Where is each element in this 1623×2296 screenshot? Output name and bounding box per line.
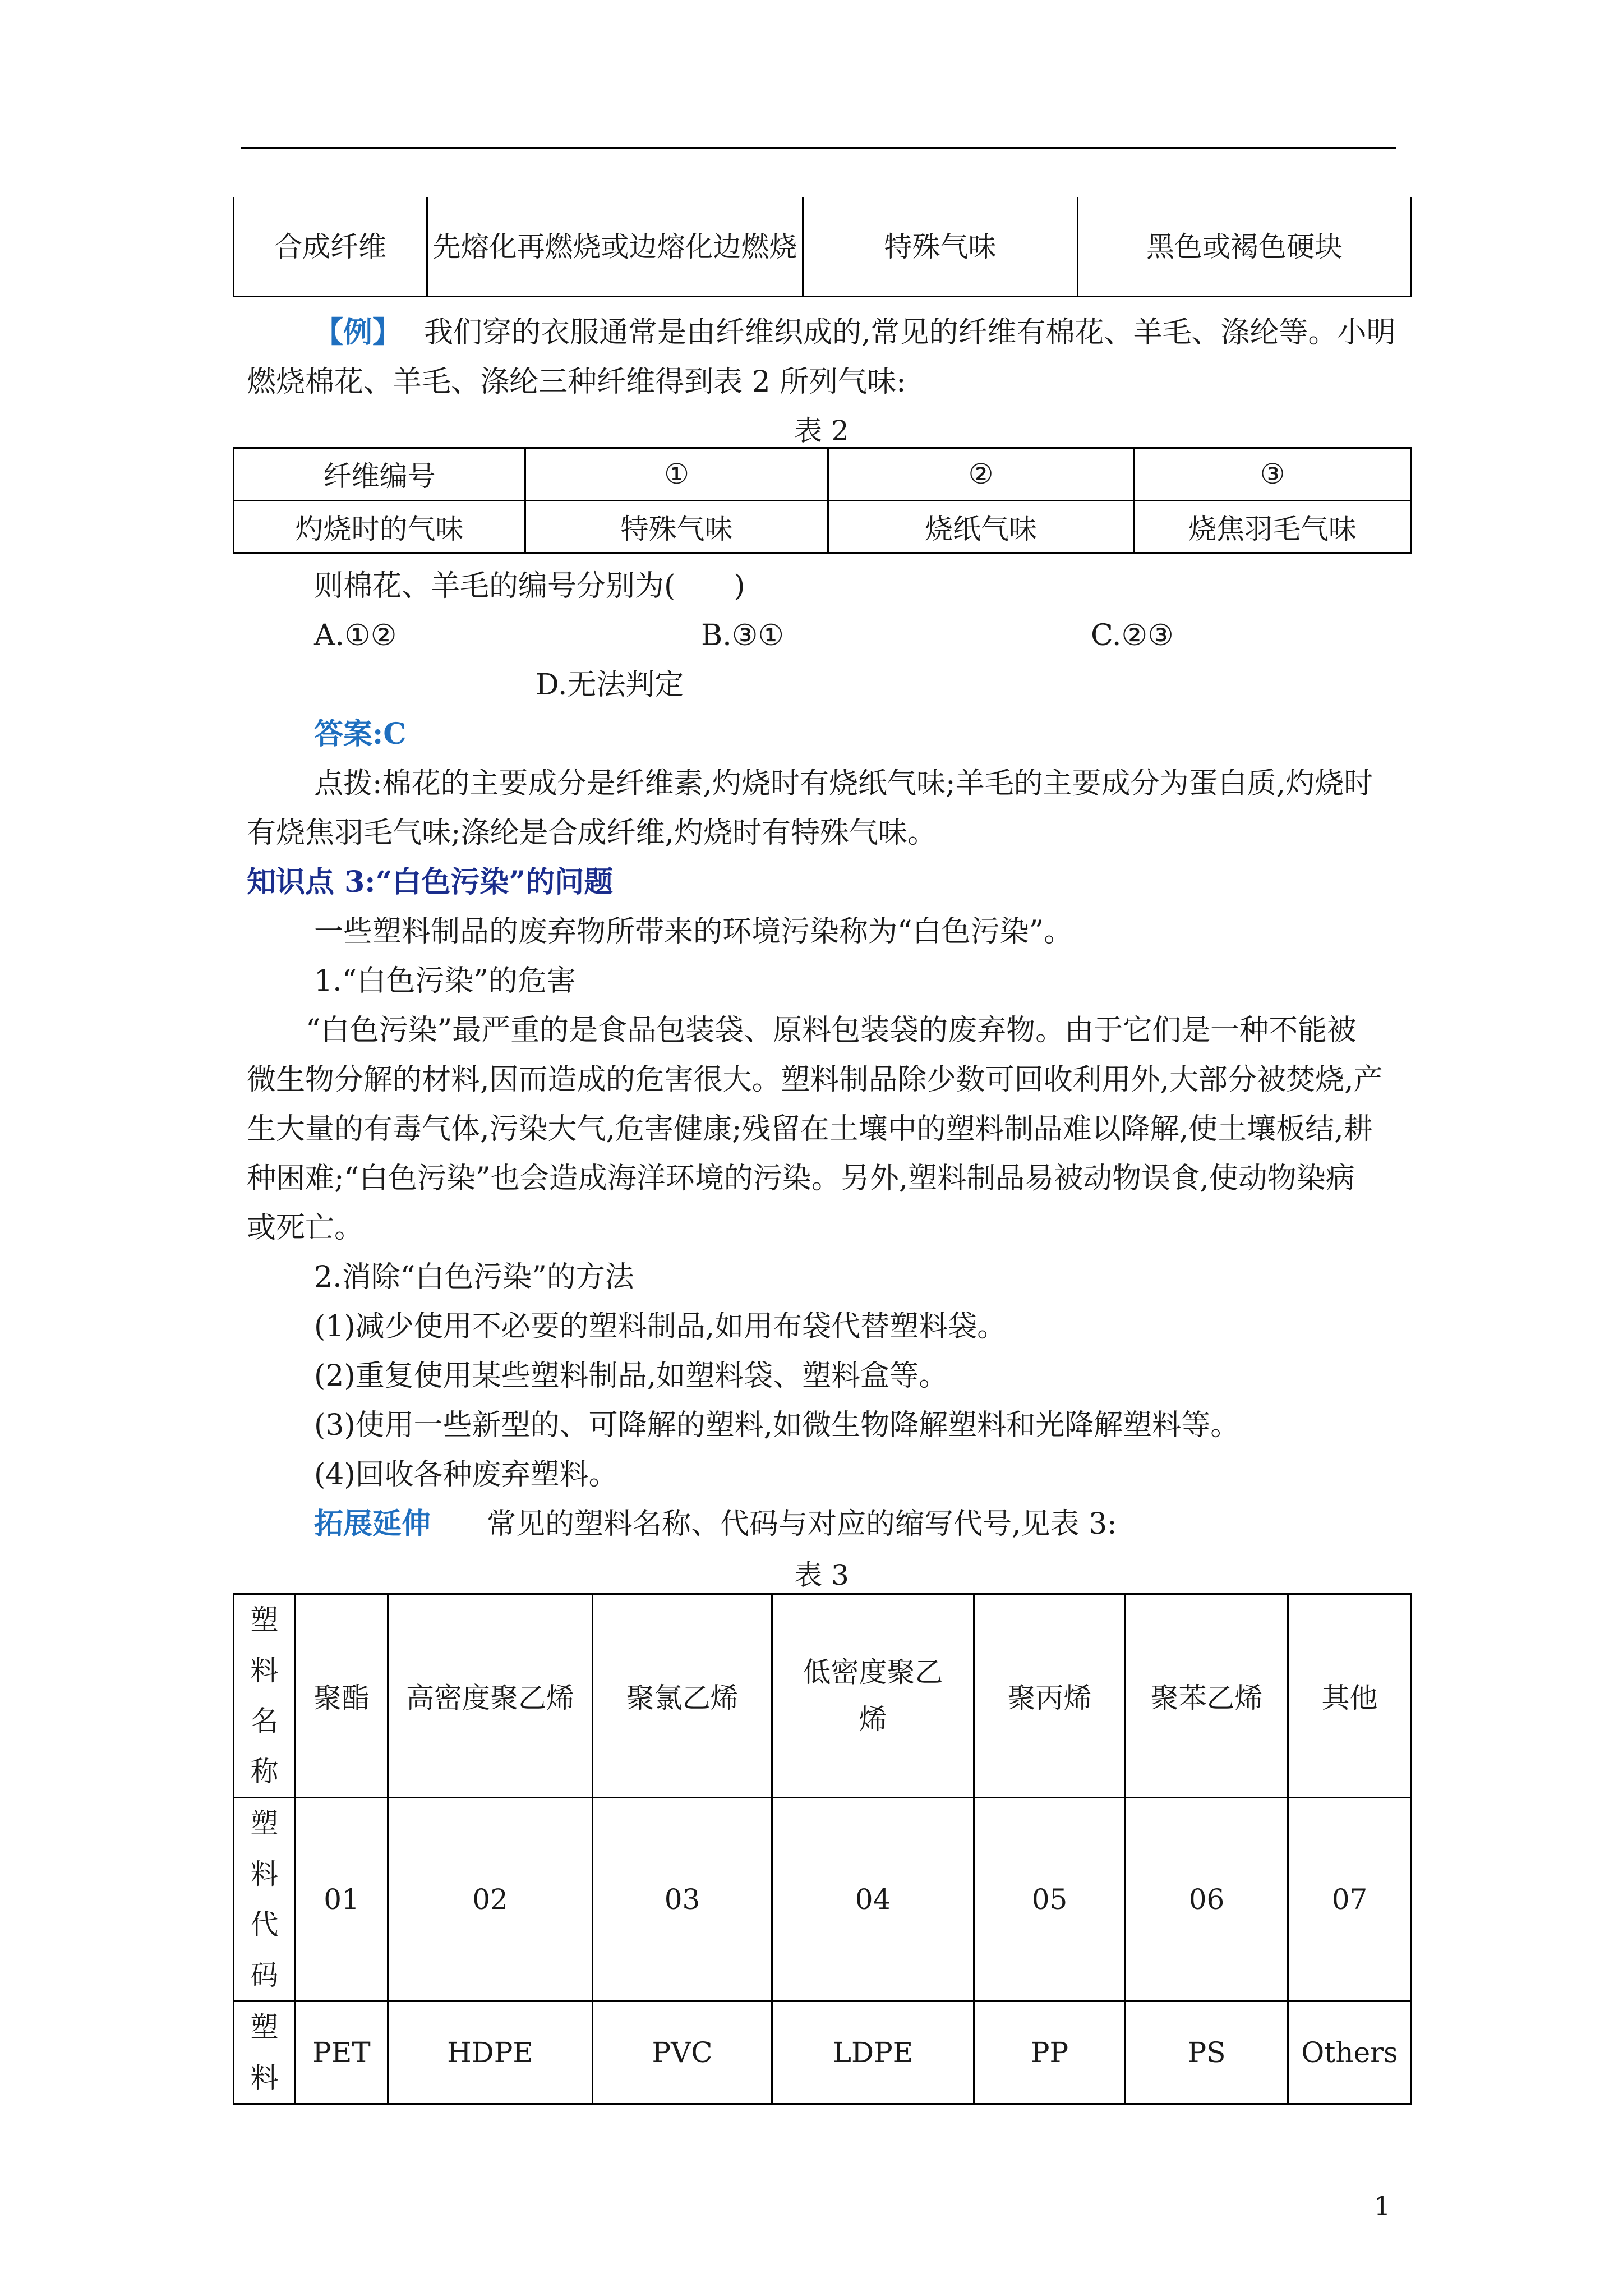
hazard-para-line: 微生物分解的材料,因而造成的危害很大。塑料制品除少数可回收利用外,大部分被焚烧,产: [247, 1063, 1383, 1097]
hazard-para-line: “白色污染”最严重的是食品包装袋、原料包装袋的废弃物。由于它们是一种不能被: [306, 1014, 1357, 1047]
table-header-cell: ②: [828, 448, 1134, 501]
table-cell: 01: [296, 1798, 388, 2001]
option-a: A.①②: [314, 619, 397, 652]
hazard-para-line: 或死亡。: [247, 1211, 364, 1245]
table-cell: LDPE: [772, 2001, 974, 2104]
option-c: C.②③: [1091, 619, 1174, 652]
section-intro: 一些塑料制品的废弃物所带来的环境污染称为“白色污染”。: [314, 915, 1073, 949]
table-cell: 烧纸气味: [828, 500, 1134, 553]
option-b: B.③①: [701, 619, 784, 652]
table-cell: 05: [974, 1798, 1126, 2001]
row-header-cell: [234, 1594, 296, 1798]
analysis-line-1: 点拨:棉花的主要成分是纤维素,灼烧时有烧纸气味;羊毛的主要成分为蛋白质,灼烧时: [314, 767, 1373, 800]
table-cell: PVC: [593, 2001, 772, 2104]
table-row: [234, 1594, 1412, 1798]
fiber-burning-table-continued: [233, 197, 1412, 297]
table3-caption: 表 3: [794, 1559, 849, 1591]
table-cell-text: 低密度聚乙烯: [803, 1656, 943, 1736]
table-row: [234, 500, 1412, 553]
row-header-text: 塑 料 代 码: [250, 1807, 279, 1991]
table-cell: 黑色或褐色硬块: [1078, 197, 1412, 297]
table-cell: 烧焦羽毛气味: [1134, 500, 1412, 553]
table-header-cell: 纤维编号: [234, 448, 525, 501]
table-cell: Others: [1288, 2001, 1412, 2104]
hazard-para-line: 种困难;“白色污染”也会造成海洋环境的污染。另外,塑料制品易被动物误食,使动物染病: [247, 1162, 1355, 1195]
method-item: (2)重复使用某些塑料制品,如塑料袋、塑料盒等。: [314, 1359, 948, 1393]
table2-caption: 表 2: [794, 415, 849, 447]
example-line-2: 燃烧棉花、羊毛、涤纶三种纤维得到表 2 所列气味:: [247, 365, 906, 399]
method-item: (1)减少使用不必要的塑料制品,如用布袋代替塑料袋。: [314, 1310, 1007, 1343]
table-row: [234, 197, 1412, 297]
table-row: [234, 1798, 1412, 2001]
option-d: D.无法判定: [536, 668, 684, 702]
table-cell: 特殊气味: [803, 197, 1078, 297]
extension-tag: 拓展延伸: [314, 1507, 431, 1541]
table-cell: PP: [974, 2001, 1126, 2104]
fiber-odor-table: [233, 447, 1412, 554]
table-cell: 03: [593, 1798, 772, 2001]
method-item: (4)回收各种废弃塑料。: [314, 1458, 618, 1492]
table-cell: 合成纤维: [234, 197, 427, 297]
table-header-cell: ③: [1134, 448, 1412, 501]
row-header-text: 塑 料 名 称: [250, 1604, 279, 1788]
plastic-codes-table: [233, 1593, 1412, 2105]
subheading-methods: 2.消除“白色污染”的方法: [314, 1260, 634, 1294]
table-cell: 04: [772, 1798, 974, 2001]
subheading-hazards: 1.“白色污染”的危害: [314, 964, 576, 998]
table-cell: PS: [1126, 2001, 1288, 2104]
header-rule: [241, 147, 1396, 149]
row-header-cell: [234, 1798, 296, 2001]
method-item: (3)使用一些新型的、可降解的塑料,如微生物降解塑料和光降解塑料等。: [314, 1409, 1240, 1442]
extension-text: 常见的塑料名称、代码与对应的缩写代号,见表 3:: [487, 1507, 1117, 1541]
analysis-line-2: 有烧焦羽毛气味;涤纶是合成纤维,灼烧时有特殊气味。: [247, 816, 937, 850]
table-cell: 聚酯: [296, 1594, 388, 1798]
table-cell: 灼烧时的气味: [234, 500, 525, 553]
table-cell: 06: [1126, 1798, 1288, 2001]
example-line-1: [314, 307, 1396, 358]
table-cell: 聚丙烯: [974, 1594, 1126, 1798]
table-cell: 聚苯乙烯: [1126, 1594, 1288, 1798]
table-cell: 02: [388, 1798, 593, 2001]
hazard-para-line: 生大量的有毒气体,污染大气,危害健康;残留在土壤中的塑料制品难以降解,使土壤板结,耕: [247, 1112, 1373, 1146]
table-cell: PET: [296, 2001, 388, 2104]
table-row: [234, 448, 1412, 501]
table-cell: HDPE: [388, 2001, 593, 2104]
table-header-cell: ①: [525, 448, 828, 501]
row-header-cell: [234, 2001, 296, 2104]
table-cell: 聚氯乙烯: [593, 1594, 772, 1798]
answer: 答案:C: [314, 717, 407, 751]
extension-line: [314, 1499, 1117, 1549]
table-row: [234, 2001, 1412, 2104]
example-text: 我们穿的衣服通常是由纤维织成的,常见的纤维有棉花、羊毛、涤纶等。小明: [424, 316, 1396, 349]
table-cell: 特殊气味: [525, 500, 828, 553]
table-cell: 先熔化再燃烧或边熔化边燃烧: [427, 197, 803, 297]
table-cell: [772, 1594, 974, 1798]
example-tag: 【例】: [314, 315, 402, 349]
section-title: 知识点 3:“白色污染”的问题: [247, 865, 614, 899]
table-cell: 其他: [1288, 1594, 1412, 1798]
table-cell: 07: [1288, 1798, 1412, 2001]
row-header-text: 塑 料: [250, 2011, 279, 2094]
table-cell: 高密度聚乙烯: [388, 1594, 593, 1798]
question: 则棉花、羊毛的编号分别为( ): [314, 569, 745, 603]
page-number: 1: [1374, 2191, 1391, 2221]
